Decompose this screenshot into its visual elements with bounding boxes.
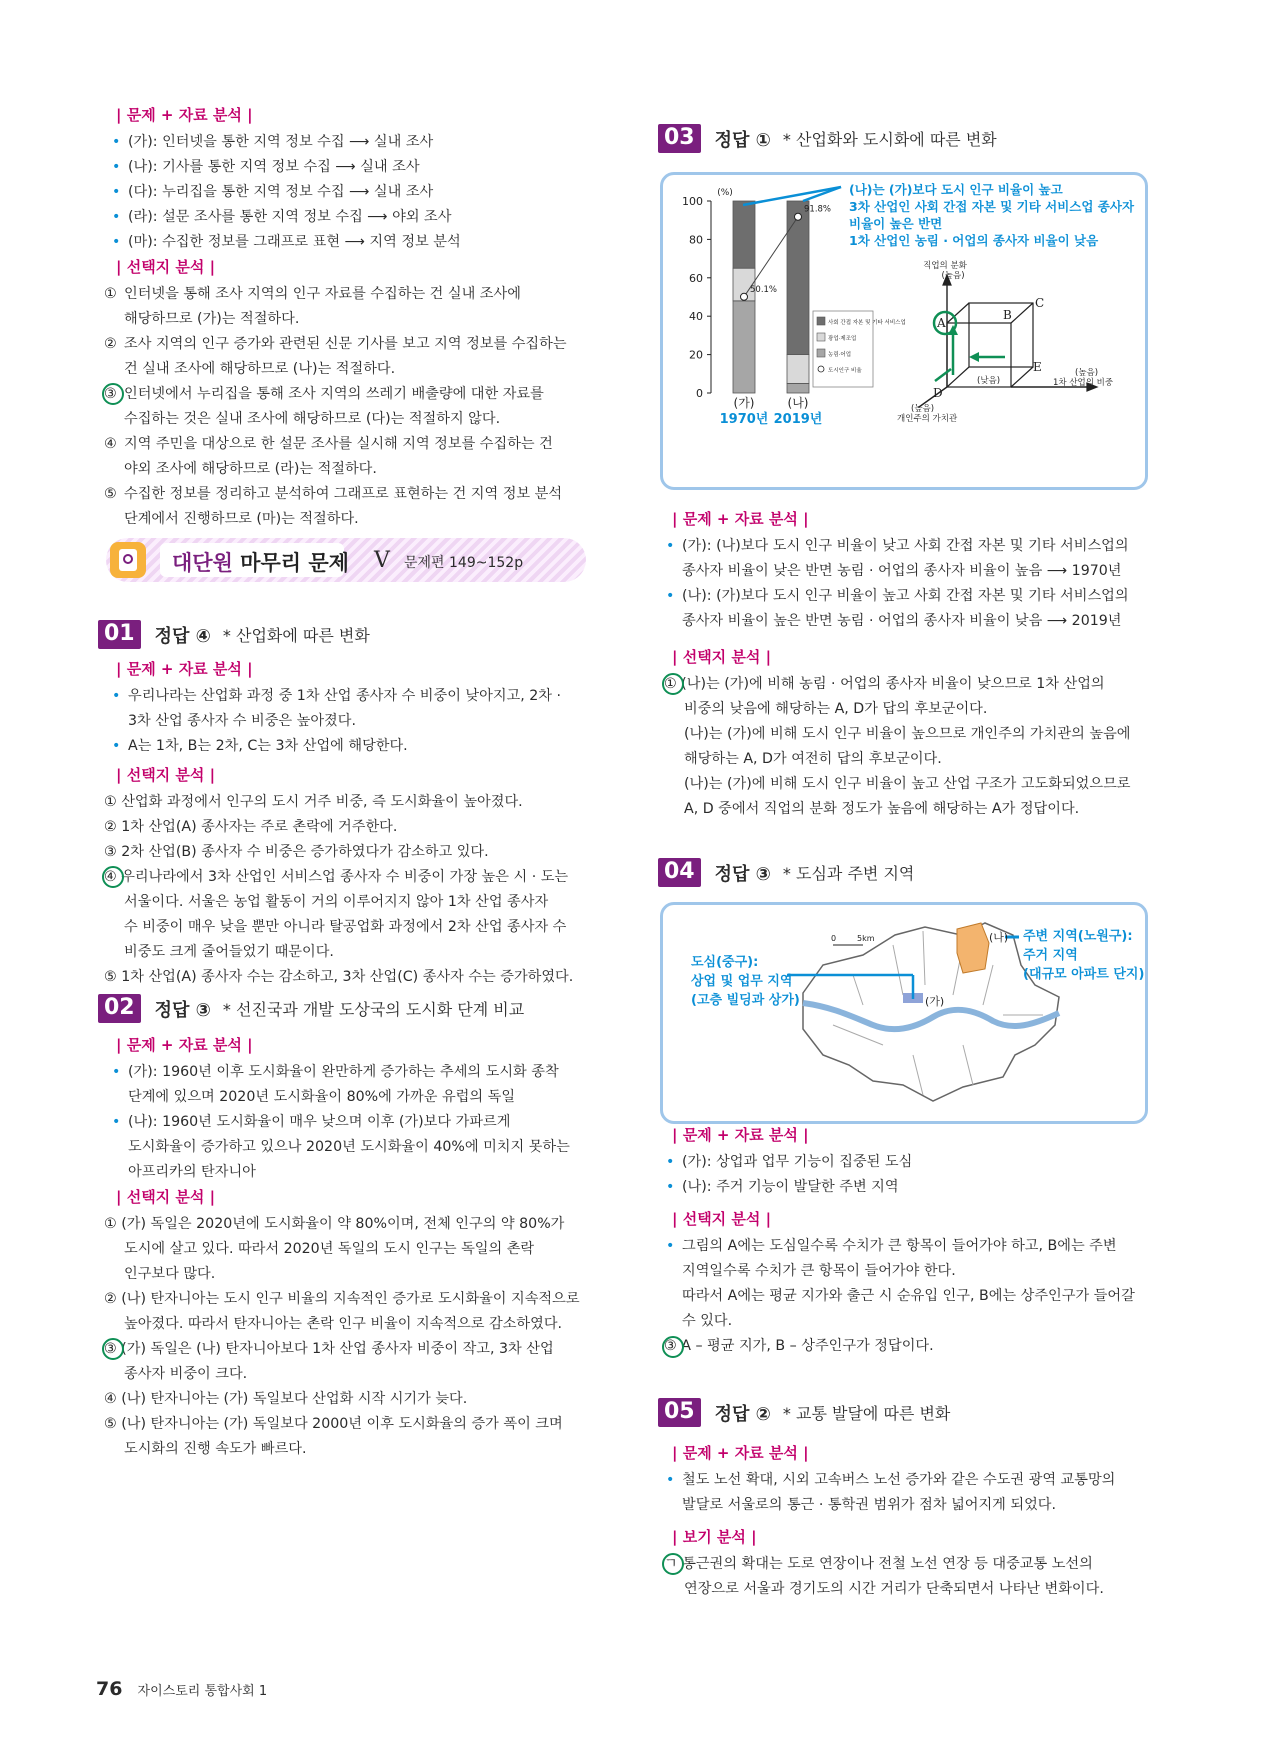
options-list xyxy=(666,1234,1135,1359)
list-item: • (나): 1960년 도시화율이 매우 낮으며 이후 (가)보다 가파르게 xyxy=(112,1114,511,1130)
answer-label: 정답 ② xyxy=(714,1403,771,1425)
option-item: ④ (나) 탄자니아는 (가) 독일보다 산업화 시작 시기가 늦다. xyxy=(104,1391,468,1407)
urban-ratio-point xyxy=(741,293,748,300)
legend-label: 사회 간접 자본 및 기타 서비스업 xyxy=(828,320,906,326)
correct-mark xyxy=(662,1553,684,1575)
unit-roman: Ⅴ xyxy=(374,548,390,573)
analysis-list xyxy=(666,1468,1115,1518)
axis-top-label: 직업의 분화 xyxy=(923,261,967,271)
y-tick-label: 40 xyxy=(689,310,703,324)
page-number: 76 xyxy=(96,1678,123,1700)
options-list xyxy=(104,790,573,990)
option-item-cont: 연장으로 서울과 경기도의 시간 거리가 단축되면서 나타난 변화이다. xyxy=(684,1581,1104,1597)
options-list xyxy=(104,282,567,532)
list-item: • 그림의 A에는 도심일수록 수치가 큰 항목이 들어가야 하고, B에는 주변 xyxy=(666,1238,1117,1254)
point-b: B xyxy=(1003,308,1012,322)
y-tick-label: 0 xyxy=(696,387,703,400)
question-05-header xyxy=(658,1398,950,1427)
section-heading: | 문제 + 자료 분석 | xyxy=(116,660,253,678)
list-item-cont: 도시화율이 증가하고 있으나 2020년 도시화율이 40%에 미치지 못하는 xyxy=(128,1139,570,1155)
legend-marker xyxy=(818,366,824,372)
analysis-list xyxy=(666,1150,912,1200)
section-heading: | 선택지 분석 | xyxy=(672,1210,772,1228)
map-callout-suburb: 주변 지역(노원구): 주거 지역 (대규모 아파트 단지) xyxy=(1023,929,1145,982)
question-number: 04 xyxy=(658,858,701,887)
option-item-cont: 야외 조사에 해당하므로 (라)는 적절하다. xyxy=(124,461,377,477)
urban-ratio-label: 91.8% xyxy=(804,204,832,215)
list-item: • (다): 누리집을 통한 지역 정보 수집 ⟶ 실내 조사 xyxy=(112,184,434,200)
option-item: ② 조사 지역의 인구 증가와 관련된 신문 기사를 보고 지역 정보를 수집하는 xyxy=(104,336,567,352)
question-topic: * 교통 발달에 따른 변화 xyxy=(782,1404,951,1423)
axis-right-sub: (높음) xyxy=(1075,368,1099,378)
y-tick-label: 20 xyxy=(689,348,703,362)
option-item-cont: (나)는 (가)에 비해 도시 인구 비율이 높으므로 개인주의 가치관의 높음에 xyxy=(684,726,1131,742)
figure-box xyxy=(660,172,1148,490)
list-item: • (가): 1960년 이후 도시화율이 완만하게 증가하는 추세의 도시화 종착 xyxy=(112,1064,559,1080)
option-item-cont: (나)는 (가)에 비해 도시 인구 비율이 높고 산업 구조가 고도화되었으므로 xyxy=(684,776,1131,792)
unit-review-banner xyxy=(106,538,586,582)
option-item: ① (가) 독일은 2020년에 도시화율이 약 80%이며, 전체 인구의 약 80%가 xyxy=(104,1216,565,1232)
list-item: • 철도 노선 확대, 시외 고속버스 노선 증가와 같은 수도권 광역 교통망의 xyxy=(666,1472,1116,1488)
question-02-header xyxy=(98,994,524,1023)
correct-mark xyxy=(102,1338,124,1360)
question-number: 02 xyxy=(98,994,141,1023)
urban-ratio-label: 50.1% xyxy=(750,284,778,295)
question-topic: * 산업화와 도시화에 따른 변화 xyxy=(782,130,997,149)
option-item-correct: ㄱ 통근권의 확대는 도로 연장이나 전철 노선 연장 등 대중교통 노선의 xyxy=(664,1556,1093,1572)
list-item-cont: 발달로 서울로의 통근 · 통학권 범위가 점차 넓어지게 되었다. xyxy=(682,1497,1057,1513)
axis-right-label: 1차 산업의 비중 xyxy=(1053,378,1114,388)
banner-title-a: 대단원 xyxy=(172,551,233,575)
option-item: ③ 2차 산업(B) 종사자 수 비중은 증가하였다가 감소하고 있다. xyxy=(104,844,489,860)
bar-segment xyxy=(787,383,809,393)
axis-bottom-sub: (높음) xyxy=(911,404,935,414)
label-na: (나) xyxy=(989,931,1009,944)
scale-zero: 0 xyxy=(831,934,837,943)
section-heading: | 문제 + 자료 분석 | xyxy=(672,1126,809,1144)
y-tick-label: 80 xyxy=(689,233,703,247)
section-heading: | 문제 + 자료 분석 | xyxy=(672,510,809,528)
section-heading: | 선택지 분석 | xyxy=(116,766,216,784)
question-03-header xyxy=(658,124,997,153)
option-item-correct: ③ A – 평균 지가, B – 상주인구가 정답이다. xyxy=(664,1338,934,1354)
analysis-list xyxy=(112,684,561,759)
option-item: ④ 지역 주민을 대상으로 한 설문 조사를 실시해 지역 정보를 수집하는 건 xyxy=(104,436,553,452)
section-heading: | 문제 + 자료 분석 | xyxy=(116,1036,253,1054)
x-tick-label: (가) xyxy=(733,396,755,410)
legend-swatch xyxy=(817,333,825,341)
bar-segment xyxy=(733,201,755,268)
page-footer xyxy=(96,1678,267,1700)
point-a: A xyxy=(937,316,946,330)
legend-swatch xyxy=(817,317,825,325)
legend-label: 농림·어업 xyxy=(828,352,852,358)
analysis-list xyxy=(112,1060,570,1185)
bar-segment xyxy=(787,355,809,384)
question-number: 03 xyxy=(658,124,701,153)
page-range: 문제편 149~152p xyxy=(404,555,524,571)
correct-mark xyxy=(102,383,124,405)
section-heading: | 문제 + 자료 분석 | xyxy=(116,106,253,124)
question-01-header xyxy=(98,620,370,649)
question-number: 05 xyxy=(658,1398,701,1427)
list-item: • (나): 기사를 통한 지역 정보 수집 ⟶ 실내 조사 xyxy=(112,159,420,175)
section-heading: | 문제 + 자료 분석 | xyxy=(672,1444,809,1462)
section-heading: | 보기 분석 | xyxy=(672,1528,757,1546)
question-topic: * 도심과 주변 지역 xyxy=(782,864,915,883)
option-item-cont: 해당하는 A, D가 여전히 답의 후보군이다. xyxy=(684,751,942,767)
x-year-label: 2019년 xyxy=(773,412,823,427)
x-tick-label: (나) xyxy=(787,396,809,410)
label-ga: (가) xyxy=(925,995,945,1008)
answer-label: 정답 ③ xyxy=(714,863,771,885)
option-item-cont: 도시에 살고 있다. 따라서 2020년 독일의 도시 인구는 독일의 촌락 xyxy=(124,1241,535,1257)
list-item: • (나): 주거 기능이 발달한 주변 지역 xyxy=(666,1179,899,1195)
bar-segment xyxy=(733,301,755,393)
scale-5km: 5km xyxy=(857,934,875,943)
section-heading: | 선택지 분석 | xyxy=(116,1188,216,1206)
option-item-cont: 인구보다 많다. xyxy=(124,1266,216,1282)
answer-label: 정답 ① xyxy=(714,129,771,151)
list-item: • 우리나라는 산업화 과정 중 1차 산업 종사자 수 비중이 낮아지고, 2차 · xyxy=(112,688,562,704)
option-item-cont: 높아졌다. 따라서 탄자니아는 촌락 인구 비율이 지속적으로 감소하였다. xyxy=(124,1316,563,1332)
option-item-cont: 비중도 크게 줄어들었기 때문이다. xyxy=(124,944,334,960)
x-year-label: 1970년 xyxy=(719,412,769,427)
list-item-cont: 단계에 있으며 2020년 도시화율이 80%에 가까운 유럽의 독일 xyxy=(128,1089,516,1105)
urban-ratio-point xyxy=(795,213,802,220)
map-callout-downtown: 도심(중구): 상업 및 업무 지역 (고층 빌딩과 상가) xyxy=(691,955,800,1008)
list-item-cont: 따라서 A에는 평균 지가와 출근 시 순유입 인구, B에는 상주인구가 들어갈 xyxy=(682,1288,1135,1304)
option-item-correct: ③ (가) 독일은 (나) 탄자니아보다 1차 산업 종사자 비중이 작고, 3차 산업 xyxy=(104,1341,554,1357)
option-item: ① 인터넷을 통해 조사 지역의 인구 자료를 수집하는 건 실내 조사에 xyxy=(104,286,521,302)
question-04-header xyxy=(658,858,914,887)
list-item: • (라): 설문 조사를 통한 지역 정보 수집 ⟶ 야외 조사 xyxy=(112,209,452,225)
point-e: E xyxy=(1033,360,1042,374)
list-item: • (나): (가)보다 도시 인구 비율이 높고 사회 간접 자본 및 기타 서비스업의 xyxy=(666,588,1129,604)
low-label: (낮음) xyxy=(977,376,1001,386)
list-item-cont: 수 있다. xyxy=(682,1313,733,1329)
option-item-cont: 종사자 비중이 크다. xyxy=(124,1366,248,1382)
option-item-correct: ③ 인터넷에서 누리집을 통해 조사 지역의 쓰레기 배출량에 대한 자료를 xyxy=(104,386,544,402)
correct-mark xyxy=(662,673,684,695)
option-item: ① 산업화 과정에서 인구의 도시 거주 비중, 즉 도시화율이 높아졌다. xyxy=(104,794,523,810)
option-item-cont: A, D 중에서 직업의 분화 정도가 높음에 해당하는 A가 정답이다. xyxy=(684,801,1080,817)
y-axis-unit: (%) xyxy=(717,188,733,198)
analysis-list xyxy=(112,130,461,255)
point-c: C xyxy=(1035,296,1045,310)
options-list xyxy=(664,672,1130,822)
list-item: • (가): 인터넷을 통한 지역 정보 수집 ⟶ 실내 조사 xyxy=(112,134,434,150)
correct-mark xyxy=(102,866,124,888)
list-item-cont: 종사자 비율이 높은 반면 농림 · 어업의 종사자 비율이 낮음 ⟶ 2019년 xyxy=(682,613,1122,629)
option-item-cont: 수집하는 것은 실내 조사에 해당하므로 (다)는 적절하지 않다. xyxy=(124,411,501,427)
section-heading: | 선택지 분석 | xyxy=(672,648,772,666)
option-item-cont: 비중의 낮음에 해당하는 A, D가 답의 후보군이다. xyxy=(684,701,988,717)
option-item: ② (나) 탄자니아는 도시 인구 비율의 지속적인 증가로 도시화율이 지속적으로 xyxy=(104,1291,580,1307)
options-list xyxy=(104,1212,580,1462)
book-title: 자이스토리 통합사회 1 xyxy=(137,1684,268,1699)
option-item-cont: 단계에서 진행하므로 (마)는 적절하다. xyxy=(124,511,359,527)
legend-swatch xyxy=(817,349,825,357)
point-d: D xyxy=(933,386,943,400)
option-item-cont: 수 비중이 매우 낮을 뿐만 아니라 탈공업화 과정에서 2차 산업 종사자 수 xyxy=(124,919,567,935)
option-item: ② 1차 산업(A) 종사자는 주로 촌락에 거주한다. xyxy=(104,819,398,835)
chart-callout: (나)는 (가)보다 도시 인구 비율이 높고 3차 산업인 사회 간접 자본 및 기타 서비스업 종사자 비율이 높은 반면 1차 산업인 농림 · 어업의 종사자 비율이 낮음 xyxy=(849,182,1135,248)
analysis-list xyxy=(666,534,1129,634)
legend-label: 도시인구 비율 xyxy=(828,368,862,374)
list-item: • A는 1차, B는 2차, C는 3차 산업에 해당한다. xyxy=(112,738,408,754)
question-topic: * 산업화에 따른 변화 xyxy=(222,626,370,645)
list-item: • (가): 상업과 업무 기능이 집중된 도심 xyxy=(666,1154,913,1170)
list-item: • (가): (나)보다 도시 인구 비율이 낮고 사회 간접 자본 및 기타 서비스업의 xyxy=(666,538,1129,554)
axis-top-sub: (높음) xyxy=(941,271,965,281)
option-item-cont: 건 실내 조사에 해당하므로 (나)는 적절하다. xyxy=(124,361,396,377)
map-box xyxy=(660,902,1148,1124)
list-item-cont: 종사자 비율이 낮은 반면 농림 · 어업의 종사자 비율이 높음 ⟶ 1970년 xyxy=(682,563,1122,579)
y-tick-label: 60 xyxy=(689,271,703,285)
section-heading: | 선택지 분석 | xyxy=(116,258,216,276)
option-item-cont: 서울이다. 서울은 농업 활동이 거의 이루어지지 않아 1차 산업 종사자 xyxy=(124,894,549,910)
answer-label: 정답 ④ xyxy=(154,625,211,647)
list-item-cont: 아프리카의 탄자니아 xyxy=(128,1164,256,1180)
legend-label: 광업·제조업 xyxy=(828,336,857,342)
options-list xyxy=(664,1552,1104,1602)
y-tick-label: 100 xyxy=(682,195,703,208)
correct-mark xyxy=(662,1336,684,1358)
question-number: 01 xyxy=(98,620,141,649)
notebook-icon xyxy=(110,542,146,578)
axis-bottom-label: 개인주의 가치관 xyxy=(897,414,958,424)
option-item-correct: ① (나)는 (가)에 비해 농림 · 어업의 종사자 비율이 낮으므로 1차 산업의 xyxy=(664,676,1105,692)
option-item: ⑤ (나) 탄자니아는 (가) 독일보다 2000년 이후 도시화율의 증가 폭이 크며 xyxy=(104,1416,563,1432)
option-item-cont: 해당하므로 (가)는 적절하다. xyxy=(124,311,300,327)
option-item-cont: 도시화의 진행 속도가 빠르다. xyxy=(124,1441,307,1457)
answer-label: 정답 ③ xyxy=(154,999,211,1021)
list-item-cont: 지역일수록 수치가 큰 항목이 들어가야 한다. xyxy=(682,1263,956,1279)
option-item: ⑤ 수집한 정보를 정리하고 분석하여 그래프로 표현하는 건 지역 정보 분석 xyxy=(104,486,563,502)
bar-segment xyxy=(787,201,809,355)
list-item: • (마): 수집한 정보를 그래프로 표현 ⟶ 지역 정보 분석 xyxy=(112,234,461,250)
list-item-cont: 3차 산업 종사자 수 비중은 높아졌다. xyxy=(128,713,356,729)
banner-title-b: 마무리 문제 xyxy=(240,551,349,575)
question-topic: * 선진국과 개발 도상국의 도시화 단계 비교 xyxy=(222,1000,525,1019)
option-item: ⑤ 1차 산업(A) 종사자 수는 감소하고, 3차 산업(C) 종사자 수는 증가하였다. xyxy=(104,969,574,985)
option-item-correct: ④ 우리나라에서 3차 산업인 서비스업 종사자 수 비중이 가장 높은 시 · 도는 xyxy=(104,869,569,885)
